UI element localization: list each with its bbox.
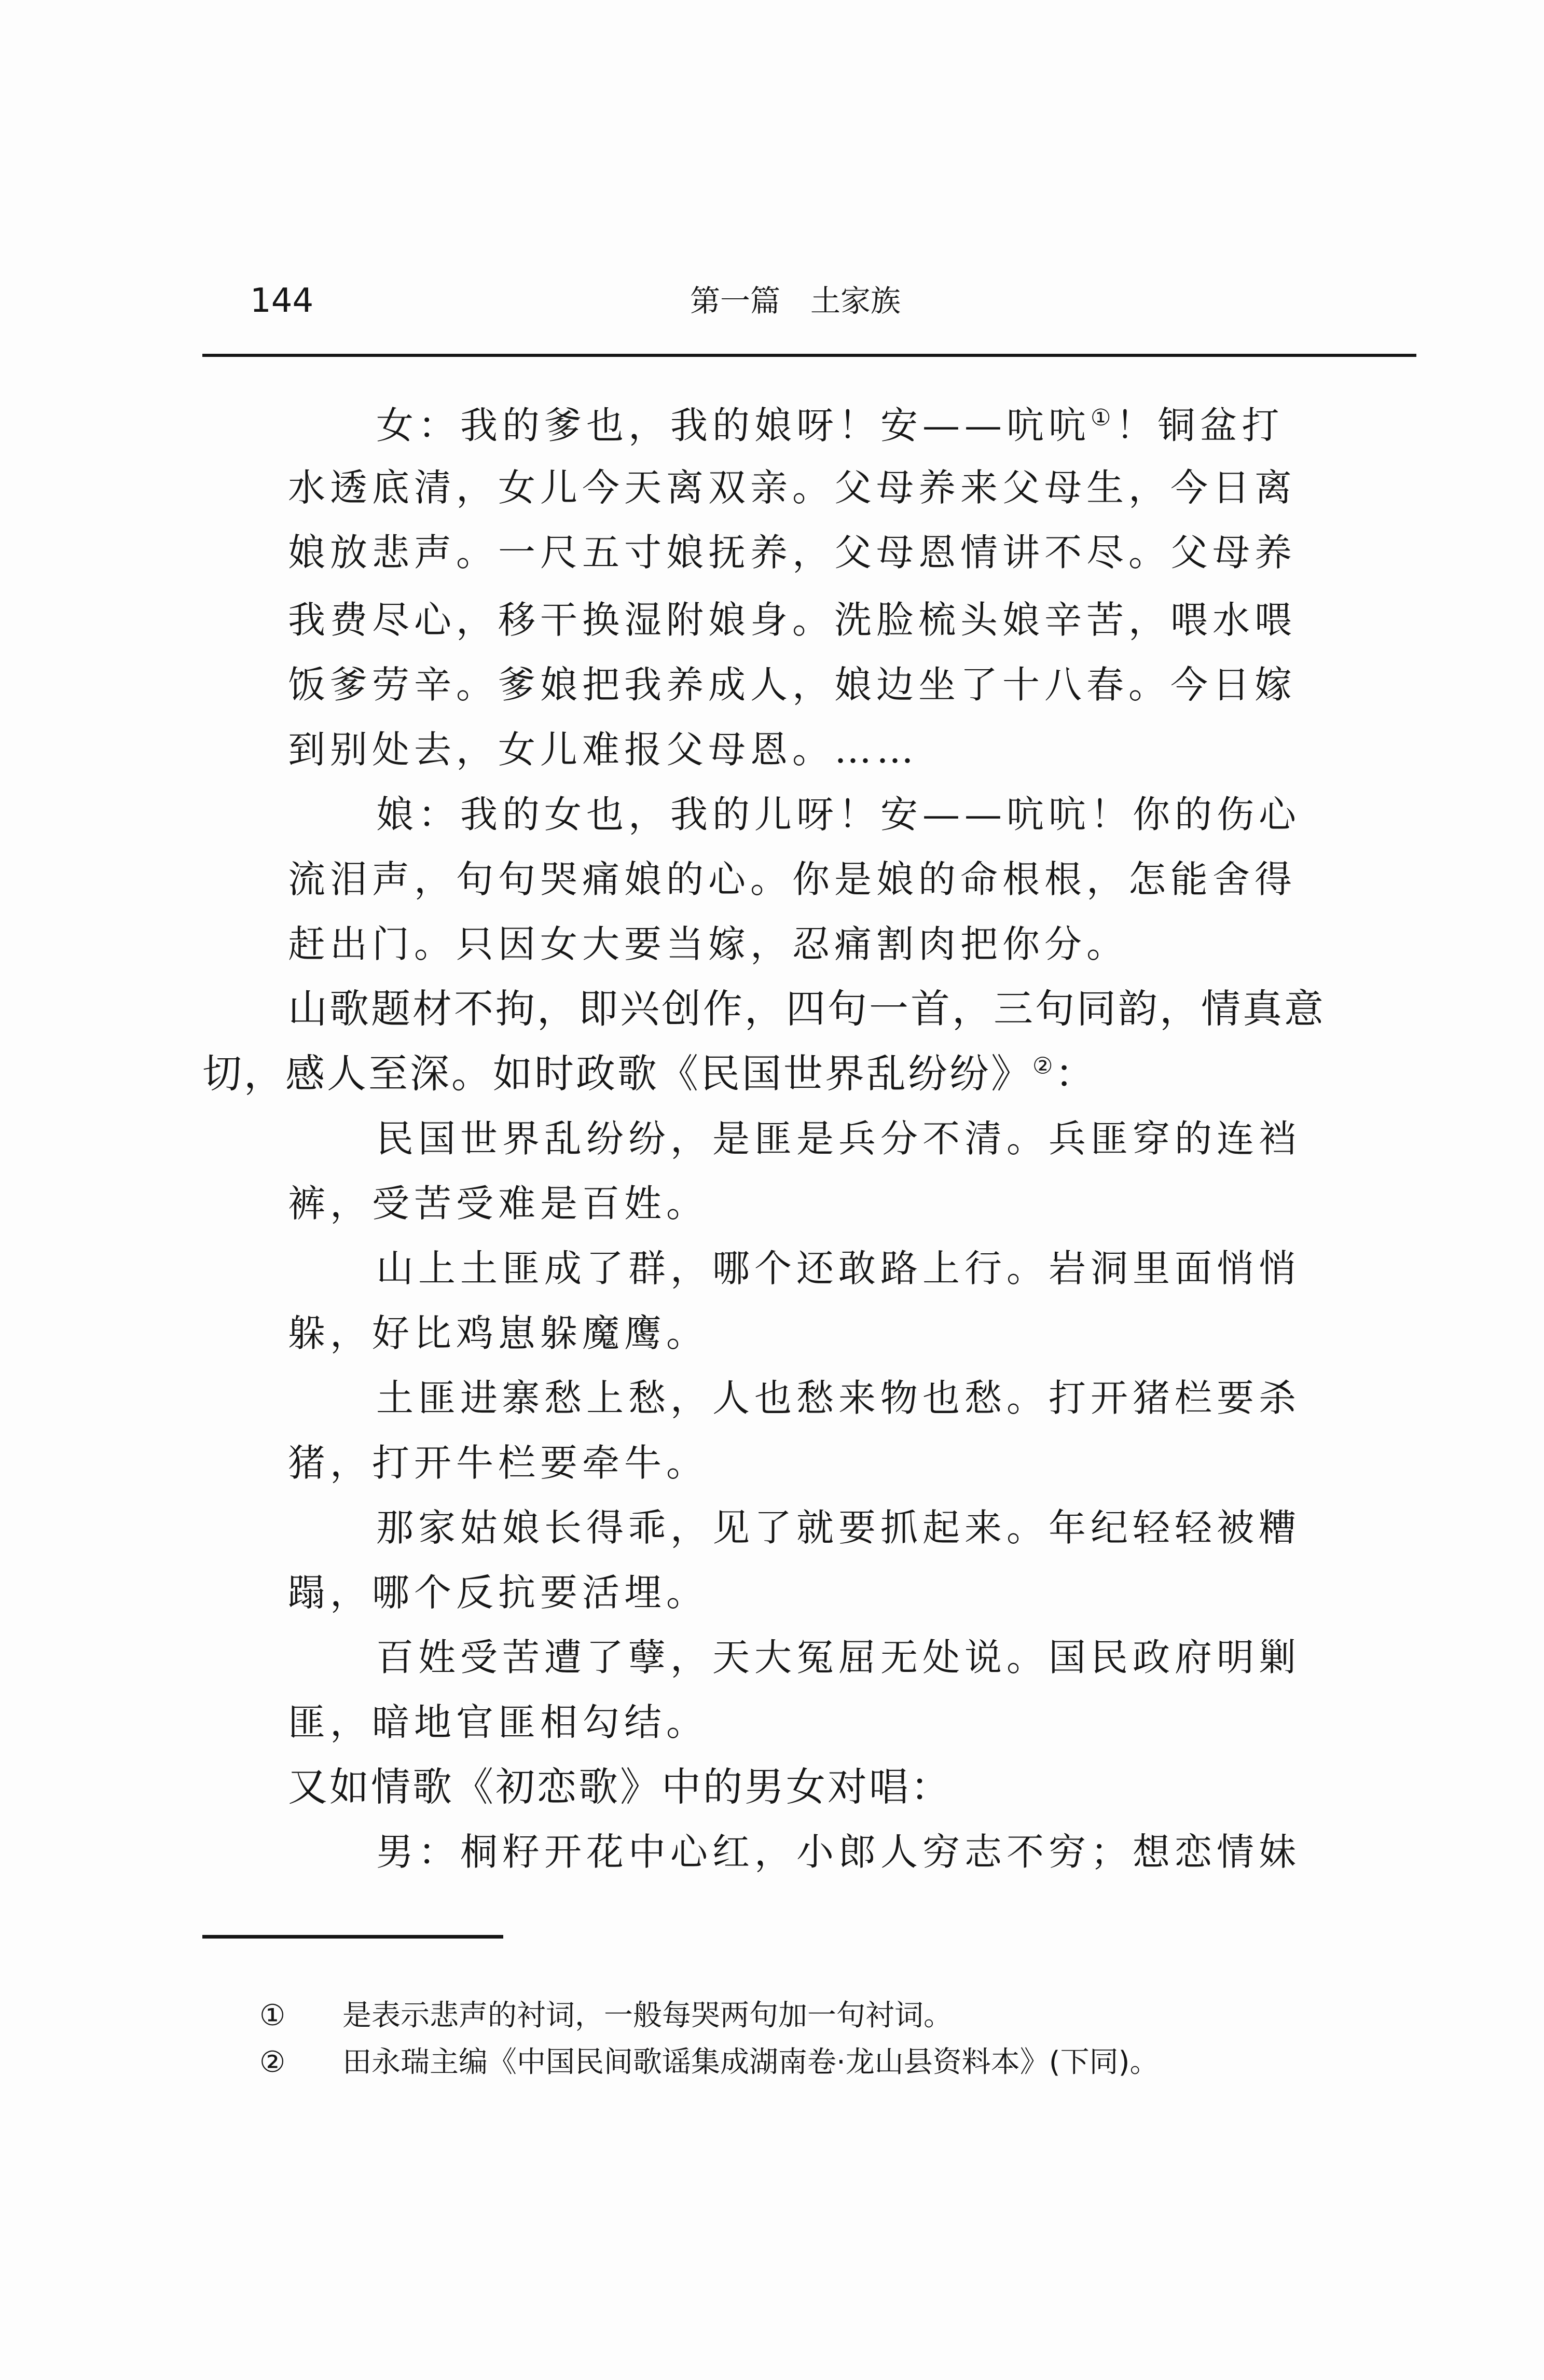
body-line: 赶出门。只因女大要当嫁，忍痛割肉把你分。 <box>288 922 1129 966</box>
body-line: 切，感人至深。如时政歌《民国世界乱纷纷》②： <box>202 1050 1097 1097</box>
body-line: 水透底清，女儿今天离双亲。父母养来父母生，今日离 <box>288 466 1297 509</box>
footnote-marker: ② <box>259 2045 286 2079</box>
footnote-rule <box>202 1935 503 1939</box>
body-line: 男：桐籽开花中心红，小郎人穷志不穷；想恋情妹 <box>376 1830 1301 1874</box>
footnote-reference: ① <box>1091 405 1116 431</box>
footnote-text: 是表示悲声的衬词，一般每哭两句加一句衬词。 <box>342 1999 953 2032</box>
body-line: 蹋，哪个反抗要活埋。 <box>288 1571 709 1614</box>
footnote <box>259 1997 1401 2044</box>
body-line: 我费尽心，移干换湿附娘身。洗脸梳头娘辛苦，喂水喂 <box>288 598 1297 642</box>
footnote-text: 田永瑞主编《中国民间歌谣集成湖南卷·龙山县资料本》(下同)。 <box>342 2045 1159 2079</box>
body-line: 匪，暗地官匪相勾结。 <box>288 1700 709 1744</box>
body-line: 流泪声，句句哭痛娘的心。你是娘的命根根，怎能舍得 <box>288 857 1297 901</box>
running-title: 第一篇 土家族 <box>690 283 901 319</box>
body-line: 山歌题材不拘，即兴创作，四句一首，三句同韵，情真意 <box>288 986 1326 1032</box>
body-line: 又如情歌《初恋歌》中的男女对唱： <box>288 1764 952 1810</box>
body-line: 饭爹劳辛。爹娘把我养成人，娘边坐了十八春。今日嫁 <box>288 663 1297 707</box>
body-line: 娘放悲声。一尺五寸娘抚养，父母恩情讲不尽。父母养 <box>288 531 1297 574</box>
body-line: 躲，好比鸡崽躲魔鹰。 <box>288 1311 709 1355</box>
body-line: 娘：我的女也，我的儿呀！安——吭吭！你的伤心 <box>376 793 1301 836</box>
body-line: 那家姑娘长得乖，见了就要抓起来。年纪轻轻被糟 <box>376 1506 1301 1549</box>
page-number: 144 <box>250 282 314 320</box>
footnote-reference: ② <box>1032 1053 1055 1080</box>
footnotes <box>259 1997 1401 2091</box>
body-line: 猪，打开牛栏要牵牛。 <box>288 1441 709 1485</box>
footnote <box>259 2044 1401 2091</box>
body-line: 土匪进寨愁上愁，人也愁来物也愁。打开猪栏要杀 <box>376 1376 1301 1420</box>
footnote-marker: ① <box>259 1999 286 2032</box>
body-line: 民国世界乱纷纷，是匪是兵分不清。兵匪穿的连裆 <box>376 1117 1301 1160</box>
body-line: 女：我的爹也，我的娘呀！安——吭吭①！铜盆打 <box>376 404 1284 447</box>
body-line: 山上土匪成了群，哪个还敢路上行。岩洞里面悄悄 <box>376 1247 1301 1290</box>
body-line: 裤，受苦受难是百姓。 <box>288 1182 709 1225</box>
body-line: 到别处去，女儿难报父母恩。…… <box>288 728 919 771</box>
body-line: 百姓受苦遭了孽，天大冤屈无处说。国民政府明剿 <box>376 1636 1301 1679</box>
